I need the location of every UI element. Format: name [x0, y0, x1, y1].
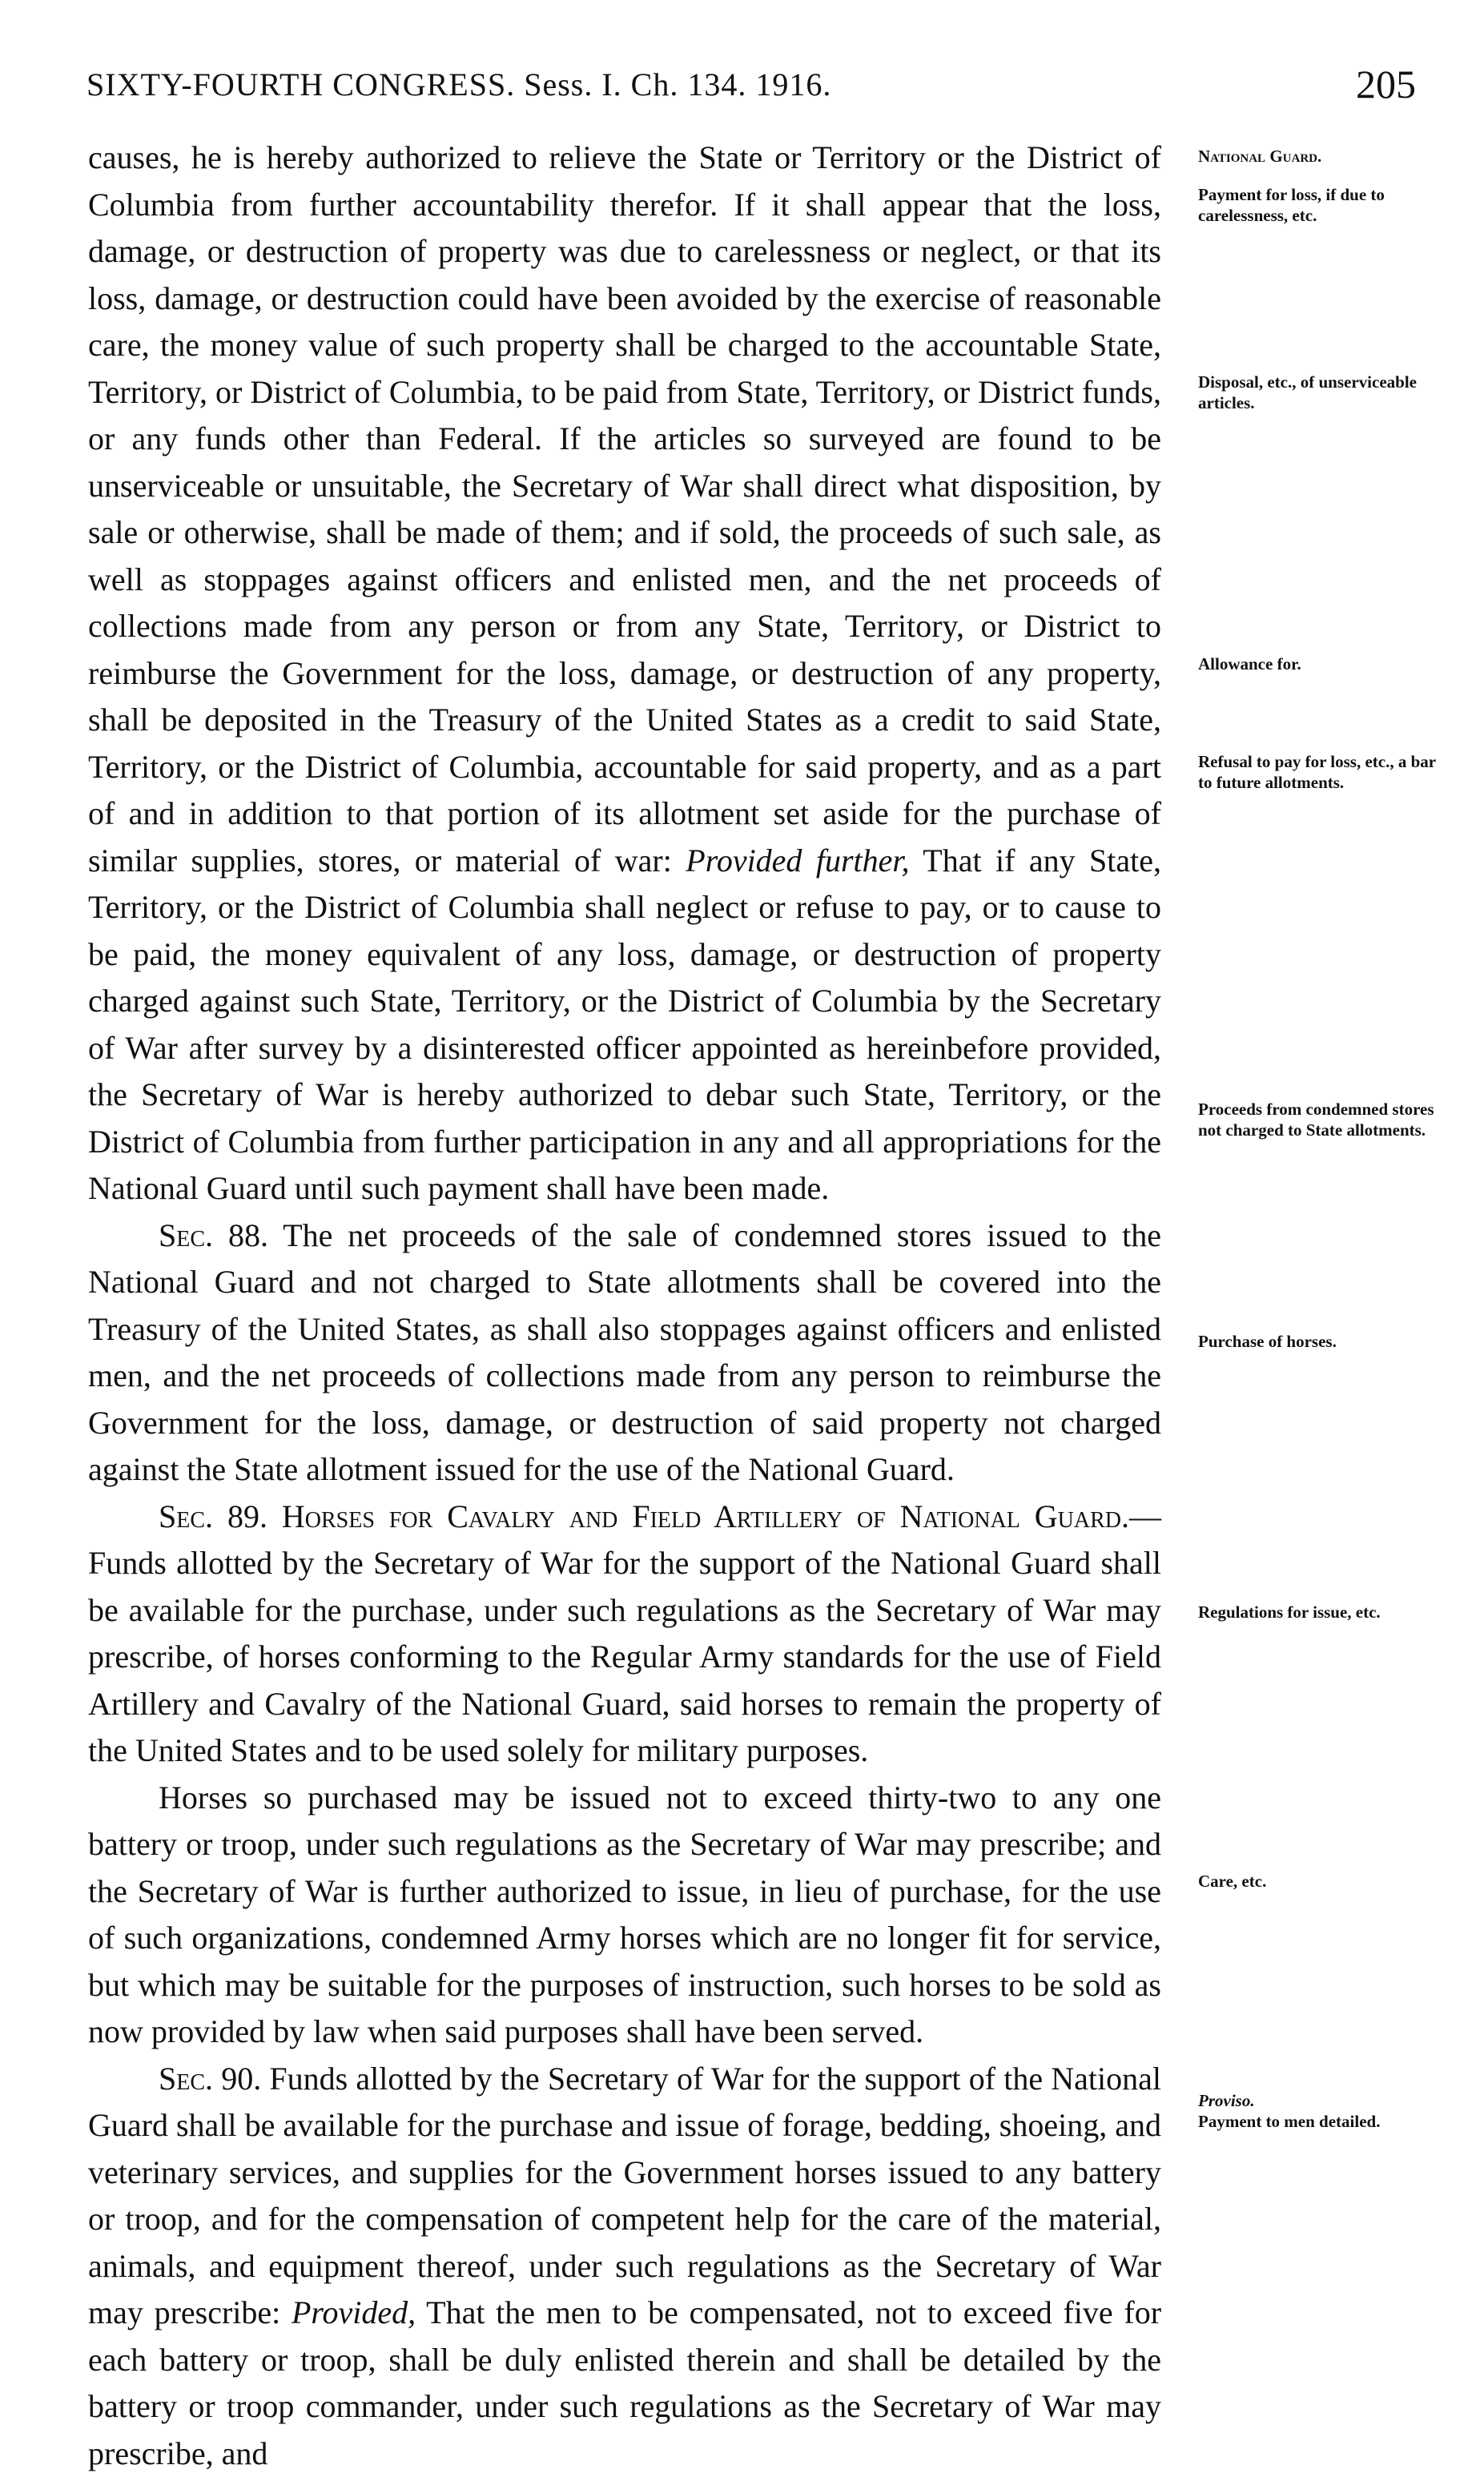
section-heading: Horses for Cavalry and Field Artillery of National Guard. [282, 1498, 1129, 1534]
running-title: SIXTY-FOURTH CONGRESS. Sess. I. Ch. 134. 1916. [86, 66, 831, 103]
section-text: Funds allotted by the Secretary of War for the support of the National Guard shall be available for the purchase and issue of forage, bedding, shoeing, and veterinary services, and supplies for the Government horses issued to any battery or troop, and for the compensation of competent help for the care of the material, animals, and equipment thereof, under such regulations as the Secretary of War may prescribe: [88, 2061, 1161, 2331]
page-number: 205 [1356, 61, 1416, 107]
section-89 [88, 1494, 1161, 1775]
margin-note-regulations: Regulations for issue, etc. [1198, 1602, 1438, 1623]
margin-note-proceeds: Proceeds from condemned stores not charged to State allotments. [1198, 1099, 1438, 1140]
margin-note-care: Care, etc. [1198, 1871, 1438, 1892]
paragraph-continuation [88, 135, 1161, 1212]
running-header [86, 66, 1416, 122]
section-label: Sec. 90. [159, 2061, 261, 2097]
paragraph-text: That if any State, Territory, or the District of Columbia shall neglect or refuse to pay, or to cause to be paid, the money equivalent of any loss, damage, or destruction of property charged against such State, Territory, or the District of Columbia by the Secretary of War after survey by a disinterested officer appointed as hereinbefore provided, the Secretary of War is hereby authorized to debar such State, Territory, or the District of Columbia from further participation in any and all appropriations for the National Guard until such payment shall have been made. [88, 842, 1161, 1207]
margin-note-payment-loss: Payment for loss, if due to carelessness, etc. [1198, 184, 1438, 226]
margin-note-disposal: Disposal, etc., of unserviceable articles. [1198, 372, 1438, 413]
section-text: The net proceeds of the sale of condemned stores issued to the National Guard and not charged to State allotments shall be covered into the Treasury of the United States, as shall also stoppages against officers and enlisted men, and the net proceeds of collections made from any person to reimburse the Government for the loss, damage, or destruction of said property not charged against the State allotment issued for the use of the National Guard. [88, 1217, 1161, 1488]
section-88 [88, 1212, 1161, 1494]
section-89-paragraph-2 [88, 1775, 1161, 2056]
section-90 [88, 2056, 1161, 2477]
section-label: Sec. 89. [159, 1498, 267, 1534]
main-text-column [88, 135, 1161, 2477]
paragraph-text: causes, he is hereby authorized to relieve the State or Territory or the District of Columbia from further accountability therefor. If it shall appear that the loss, damage, or destruction of property was due to carelessness or neglect, or that its loss, damage, or destruction could have been avoided by the exercise of reasonable care, the money value of such property shall be charged to the accountable State, Territory, or District of Columbia, to be paid from State, Territory, or District funds, or any funds other than Federal. If the articles so surveyed are found to be unserviceable or unsuitable, the Secretary of War shall direct what disposition, by sale or otherwise, shall be made of them; and if sold, the proceeds of such sale, as well as stoppages against officers and enlisted men, and the net proceeds of collections made from any person or from any State, Territory, or District to reimburse the Government for the loss, damage, or destruction of any property, shall be deposited in the Treasury of the United States as a credit to said State, Territory, or the District of Columbia, accountable for said property, and as a part of and in addition to that portion of its allotment set aside for the purchase of similar supplies, stores, or material of war: [88, 139, 1161, 879]
proviso-phrase: Provided further, [686, 842, 909, 879]
section-text: —Funds allotted by the Secretary of War for the support of the National Guard shall be available for the purchase, under such regulations as the Secretary of War may prescribe, of horses conforming to the Regular Army standards for the use of Field Artillery and Cavalry of the National Guard, said horses to remain the property of the United States and to be used solely for military purposes. [88, 1498, 1161, 1769]
section-text: That the men to be compensated, not to exceed five for each battery or troop, shall be duly enlisted therein and shall be detailed by the battery or troop commander, under such regulations as the Secretary of War may prescribe, and [88, 2294, 1161, 2471]
margin-note-refusal: Refusal to pay for loss, etc., a bar to future allotments. [1198, 751, 1438, 793]
margin-note-purchase-horses: Purchase of horses. [1198, 1331, 1438, 1352]
section-text: Horses so purchased may be issued not to exceed thirty-two to any one battery or troop, under such regulations as the Secretary of War may prescribe; and the Secretary of War is further authorized to issue, in lieu of purchase, for the use of such organizations, condemned Army horses which are no longer fit for service, but which may be suitable for the purposes of instruction, such horses to be sold as now provided by law when said purposes shall have been served. [88, 1779, 1161, 2050]
margin-note-payment-men: Payment to men detailed. [1198, 2111, 1438, 2132]
margin-note-proviso: Proviso. [1198, 2090, 1438, 2111]
section-label: Sec. 88. [159, 1217, 268, 1253]
proviso-phrase: Provided, [292, 2294, 416, 2330]
margin-note-allowance: Allowance for. [1198, 653, 1438, 674]
margin-note-national-guard: National Guard. [1198, 146, 1438, 167]
